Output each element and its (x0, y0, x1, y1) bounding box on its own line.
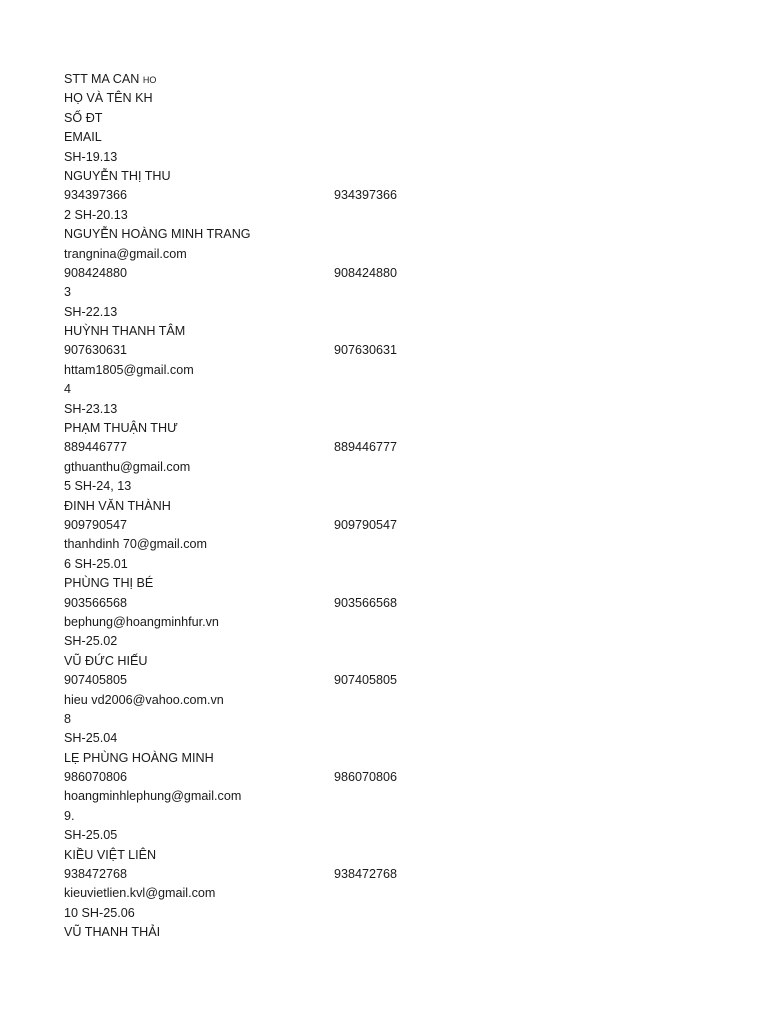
header-email: EMAIL (64, 130, 102, 145)
line-text: 889446777 (64, 440, 128, 455)
line-text: SH-25.05 (64, 828, 118, 843)
line-text: 2 SH-20.13 (64, 207, 128, 222)
line-text: 909790547 (64, 517, 128, 532)
text-line (64, 865, 724, 884)
phone-number-repeat: 907630631 (334, 343, 398, 358)
text-line (64, 768, 724, 787)
text-line (64, 613, 724, 632)
text-line (64, 923, 724, 942)
line-text: 907630631 (64, 343, 128, 358)
line-text: SH-23.13 (64, 401, 118, 416)
line-text: 903566568 (64, 595, 128, 610)
line-text: hieu vd2006@vahoo.com.vn (64, 692, 224, 707)
text-line (64, 497, 724, 516)
line-text: httam1805@gmail.com (64, 362, 194, 377)
text-line (64, 477, 724, 496)
text-line (64, 419, 724, 438)
text-line (64, 380, 724, 399)
header-ho-ten: HỌ VÀ TÊN KH (64, 91, 153, 106)
line-text: KIỀU VIỆT LIÊN (64, 847, 157, 862)
line-text: 5 SH-24, 13 (64, 479, 132, 494)
text-line (64, 632, 724, 651)
line-text: 4 (64, 382, 72, 397)
text-line (64, 555, 724, 574)
line-text: SH-22.13 (64, 304, 118, 319)
line-text: HUỲNH THANH TÂM (64, 324, 186, 339)
text-line (64, 167, 724, 186)
text-line (64, 594, 724, 613)
text-line (64, 671, 724, 690)
header-ho-label: HO (142, 75, 157, 85)
line-text: bephung@hoangminhfur.vn (64, 614, 219, 629)
text-line (64, 186, 724, 205)
text-line (64, 264, 724, 283)
text-line (64, 303, 724, 322)
text-line (64, 438, 724, 457)
line-text: NGUYỄN HOÀNG MINH TRANG (64, 227, 251, 242)
line-text: PHẠM THUẬN THƯ (64, 421, 178, 436)
line-text: VŨ ĐỨC HIẾU (64, 653, 148, 668)
text-line (64, 322, 724, 341)
line-text: thanhdinh 70@gmail.com (64, 537, 208, 552)
phone-number-repeat: 986070806 (334, 770, 398, 785)
line-text: PHÙNG THỊ BÉ (64, 576, 154, 591)
text-line (64, 283, 724, 302)
text-line (64, 846, 724, 865)
line-text: 8 (64, 711, 72, 726)
line-text: 986070806 (64, 770, 128, 785)
line-text: hoangminhlephung@gmail.com (64, 789, 242, 804)
line-text: SH-19.13 (64, 149, 118, 164)
line-text: 10 SH-25.06 (64, 905, 135, 920)
text-line (64, 574, 724, 593)
text-line (64, 361, 724, 380)
text-line (64, 341, 724, 360)
text-line (64, 148, 724, 167)
text-line (64, 904, 724, 923)
line-text: gthuanthu@gmail.com (64, 459, 191, 474)
text-line (64, 710, 724, 729)
text-lines (64, 70, 724, 943)
line-text: VŨ THANH THẢI (64, 925, 161, 940)
line-text: 3 (64, 285, 72, 300)
line-text: 908424880 (64, 265, 128, 280)
text-line (64, 787, 724, 806)
text-line (64, 245, 724, 264)
phone-number-repeat: 903566568 (334, 595, 398, 610)
line-text: ĐINH VĂN THÀNH (64, 498, 171, 513)
text-line (64, 729, 724, 748)
phone-number-repeat: 889446777 (334, 440, 398, 455)
line-text: LẸ PHÙNG HOÀNG MINH (64, 750, 214, 765)
text-line (64, 826, 724, 845)
phone-number-repeat: 909790547 (334, 517, 398, 532)
line-text: 907405805 (64, 673, 128, 688)
text-line (64, 516, 724, 535)
text-line (64, 691, 724, 710)
line-text: NGUYỄN THỊ THU (64, 168, 171, 183)
phone-number-repeat: 934397366 (334, 188, 398, 203)
text-line (64, 652, 724, 671)
text-line (64, 400, 724, 419)
phone-number-repeat: 938472768 (334, 867, 398, 882)
text-line (64, 749, 724, 768)
line-text: 6 SH-25.01 (64, 556, 128, 571)
header-stt-label: STT MA CAN (64, 72, 140, 86)
line-text: trangnina@gmail.com (64, 246, 187, 261)
line-text: 9. (64, 808, 75, 823)
text-line (64, 458, 724, 477)
text-line (64, 807, 724, 826)
line-text: SH-25.02 (64, 634, 118, 649)
text-line (64, 206, 724, 225)
line-text: kieuvietlien.kvl@gmail.com (64, 886, 216, 901)
phone-number-repeat: 908424880 (334, 265, 398, 280)
header-stt-ma-can (64, 70, 724, 89)
text-line (64, 535, 724, 554)
line-text: 938472768 (64, 867, 128, 882)
header-so-dt: SỐ ĐT (64, 110, 103, 125)
line-text: 934397366 (64, 188, 128, 203)
text-line (64, 225, 724, 244)
line-text: SH-25.04 (64, 731, 118, 746)
phone-number-repeat: 907405805 (334, 673, 398, 688)
text-line (64, 884, 724, 903)
